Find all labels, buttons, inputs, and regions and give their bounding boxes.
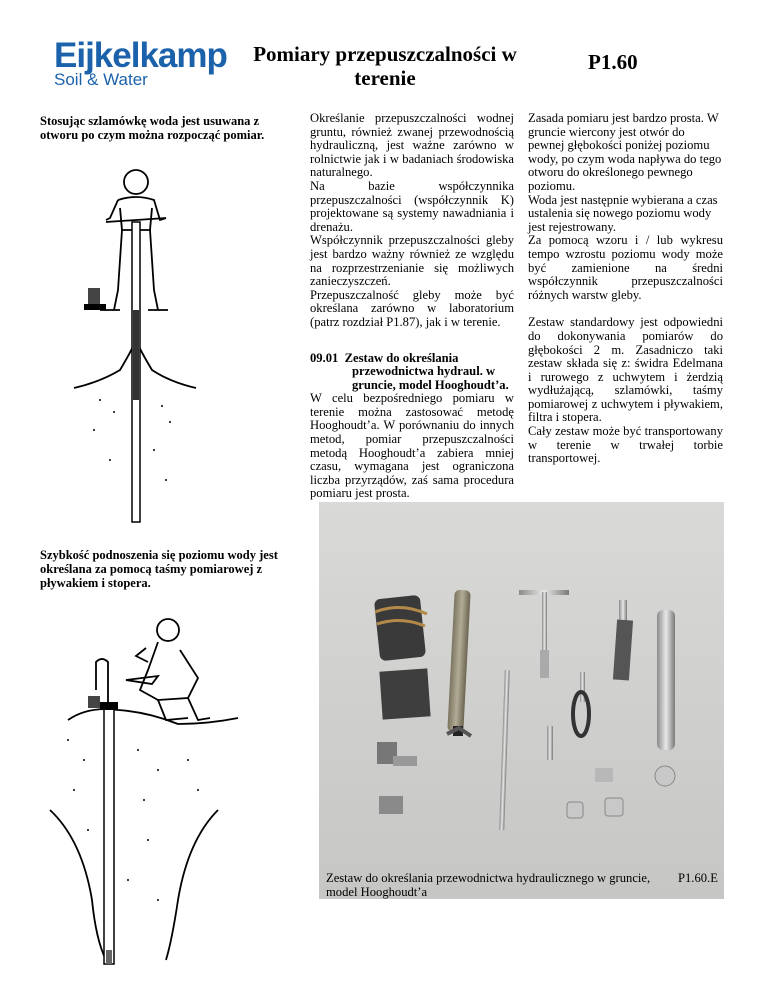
caption-bottom: Szybkość podnoszenia się poziomu wody jest określana za pomocą taśmy pomiarowej z pływakiem i stopera. <box>40 548 278 590</box>
page-code: P1.60 <box>588 50 638 74</box>
auger-illustration <box>70 160 200 530</box>
photo-code: P1.60.E <box>678 871 718 885</box>
product-number: 09.01 <box>310 350 339 365</box>
middle-column <box>310 112 514 501</box>
coefficient-paragraph-2: Współczynnik przepuszczalności gleby jest bardzo ważny również ze względu na rozprzestrzenianie się możliwych zanieczyszczeń. <box>310 233 514 289</box>
transport-paragraph: Cały zestaw może być transportowany w terenie w trwałej torbie transportowej. <box>528 424 723 466</box>
product-photo <box>319 502 724 899</box>
principle-paragraph: Zasada pomiaru jest bardzo prosta. W gruncie wiercony jest otwór do pewnej głębokości poniżej poziomu wody, po czym woda napływa do tego otworu do określonego pewnego poziomu. <box>528 111 722 193</box>
formula-paragraph: Za pomocą wzoru i / lub wykresu tempo wzrostu poziomu wody może być zamienione na średni współczynnik przepuszczalności różnych warstw gleby. <box>528 233 723 302</box>
intro-paragraph: Określanie przepuszczalności wodnej gruntu, również zwanej przewodnością hydrauliczną, jest ważne zarówno w rolnictwie jak i w badaniach środowiska naturalnego. <box>310 111 514 180</box>
coefficient-paragraph-1: Na bazie współczynnika przepuszczalności (współczynnik K) projektowane są systemy nawadniania i drenażu. <box>310 178 514 234</box>
product-heading-line-3: gruncie, model Hooghoudt’a. <box>352 377 509 392</box>
equipment-set-image <box>319 502 724 899</box>
photo-caption: Zestaw do określania przewodnictwa hydraulicznego w gruncie, model Hooghoudt’a <box>326 871 651 899</box>
product-heading-line-2: przewodnictwa hydraul. w <box>352 364 496 379</box>
lab-paragraph: Przepuszczalność gleby może być określana zarówno w laboratorium (patrz rozdział P1.87), jak i w terenie. <box>310 287 514 329</box>
standard-set-paragraph: Zestaw standardowy jest odpowiedni do dokonywania pomiarów do głębokości 2 m. Zasadniczo taki zestaw składa się z: świdra Edelmana i rurowego z uchwytem i żerdzią wydłużającą, szlamówki, taśmy pomiarowej z uchwytem i pływakiem, filtra i stopera. <box>528 315 723 425</box>
brand-logo: Eijkelkamp <box>54 36 227 75</box>
product-heading <box>310 352 514 393</box>
method-paragraph: W celu bezpośredniego pomiaru w terenie można zastosować metodę Hooghoudt’a. W porównaniu do innych metod, pomiar przepuszczalności metodą Hooghoudt’a zabiera mniej czasu, wymagana jest ograniczona liczba przyrządów, zaś sama procedura pomiaru jest prosta. <box>310 391 514 501</box>
right-column <box>528 112 723 466</box>
page-title: Pomiary przepuszczalności w terenie <box>253 42 517 90</box>
brand-tagline: Soil & Water <box>54 70 148 89</box>
product-heading-line-1: Zestaw do określania <box>344 350 459 365</box>
caption-top: Stosując szlamówkę woda jest usuwana z otworu po czym można rozpocząć pomiar. <box>40 114 265 142</box>
float-measurement-illustration <box>48 600 258 985</box>
water-removal-paragraph: Woda jest następnie wybierana a czas ustalenia się nowego poziomu wody jest rejestrowany. <box>528 192 718 234</box>
